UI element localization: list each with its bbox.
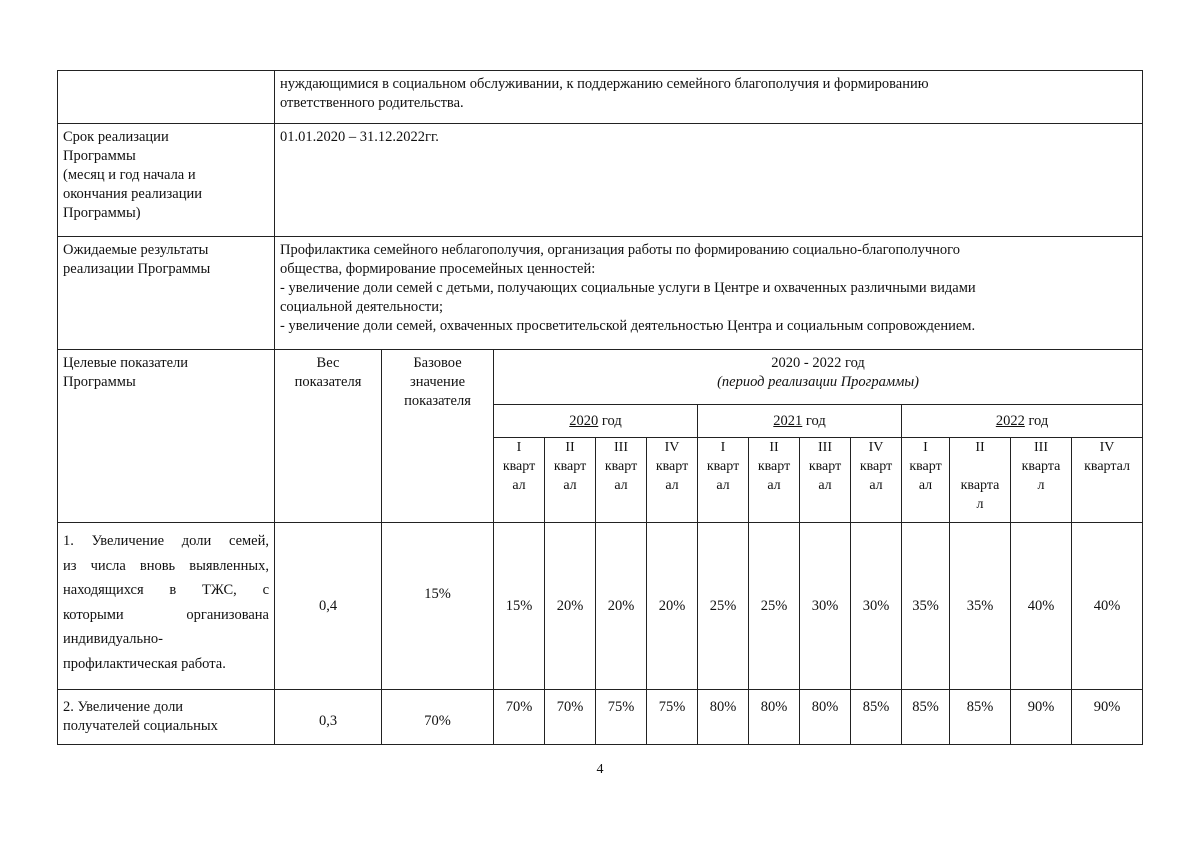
year-header-2021 xyxy=(698,405,902,438)
quarter-header xyxy=(749,438,800,523)
quarter-header xyxy=(545,438,596,523)
quarter-word: кварт xyxy=(553,459,587,474)
quarter-num: II xyxy=(565,440,575,455)
indicator-2-value: 85% xyxy=(950,690,1011,745)
period-title: 2020 - 2022 год xyxy=(771,355,865,371)
quarter-num: I xyxy=(720,440,726,455)
quarter-word: ал xyxy=(512,478,526,493)
period-header xyxy=(494,350,1143,405)
quarter-header xyxy=(950,438,1011,523)
indicator-2-value: 70% xyxy=(545,690,596,745)
quarter-word: л xyxy=(976,497,984,512)
text-line: ответственного родительства. xyxy=(280,95,464,111)
text-line: Профилактика семейного неблагополучия, организация работы по формированию социально-благополучного xyxy=(280,242,960,258)
row-results xyxy=(58,237,1143,350)
page-number: 4 xyxy=(596,762,604,777)
indicators-column-header xyxy=(58,350,275,523)
indicator-line: профилактическая работа. xyxy=(63,655,226,672)
indicator-2-value: 80% xyxy=(698,690,749,745)
quarter-word: кварт xyxy=(808,459,842,474)
year-number: 2021 xyxy=(773,412,803,429)
indicator-row-1 xyxy=(58,523,1143,690)
indicator-2-weight: 0,3 xyxy=(275,690,382,745)
indicator-1-value: 30% xyxy=(851,523,902,690)
period-value: 01.01.2020 – 31.12.2022гг. xyxy=(275,124,1143,237)
text-line: - увеличение доли семей с детьми, получающих социальные услуги в Центре и охваченных различными видами xyxy=(280,280,976,296)
text-line: нуждающимися в социальном обслуживании, к поддержанию семейного благополучия и формированию xyxy=(280,76,929,92)
quarter-word: кварт xyxy=(655,459,689,474)
quarter-word: ал xyxy=(918,478,933,493)
indicator-2-value: 90% xyxy=(1011,690,1072,745)
quarter-word: кварт xyxy=(604,459,638,474)
text-line: общества, формирование просемейных ценностей: xyxy=(280,261,596,277)
header-line: Вес xyxy=(316,355,340,371)
quarter-word: кварт xyxy=(859,459,893,474)
quarter-num: IV xyxy=(868,440,884,455)
label-line: Программы) xyxy=(63,205,141,221)
indicator-1-value: 15% xyxy=(494,523,545,690)
text-line: социальной деятельности; xyxy=(280,299,444,315)
indicator-2-base: 70% xyxy=(382,690,494,745)
quarter-num: IV xyxy=(664,440,680,455)
program-passport-table xyxy=(57,70,1143,745)
indicator-row-2 xyxy=(58,690,1143,745)
indicator-line: находящихся в ТЖС, с xyxy=(63,582,269,598)
quarter-word: ал xyxy=(563,478,577,493)
results-text xyxy=(275,237,1143,350)
indicator-line: которыми организована xyxy=(63,606,269,623)
header-line: показателя xyxy=(404,393,471,409)
row-period xyxy=(58,124,1143,237)
indicator-2-value: 85% xyxy=(851,690,902,745)
quarter-num: II xyxy=(975,440,985,455)
quarter-num: IV xyxy=(1099,440,1115,455)
label-line: окончания реализации xyxy=(63,186,202,202)
quarter-header xyxy=(698,438,749,523)
indicator-line: индивидуально- xyxy=(63,631,163,647)
period-subtitle: (период реализации Программы) xyxy=(717,374,919,390)
indicator-1-value: 20% xyxy=(647,523,698,690)
label-line: Программы xyxy=(63,148,136,164)
indicators-header-row xyxy=(58,350,1143,405)
header-line: Целевые показатели xyxy=(63,355,189,371)
text-line: - увеличение доли семей, охваченных просветительской деятельностью Центра и социальным сопровождением. xyxy=(280,318,976,334)
label-line: Срок реализации xyxy=(63,129,169,145)
quarter-header xyxy=(1011,438,1072,523)
indicator-1-value: 25% xyxy=(749,523,800,690)
indicator-2-description xyxy=(58,690,275,745)
quarter-header xyxy=(647,438,698,523)
indicator-line: 1. Увеличение доли семей, xyxy=(63,533,269,549)
weight-column-header xyxy=(275,350,382,523)
year-header-2020 xyxy=(494,405,698,438)
indicator-1-weight: 0,4 xyxy=(275,523,382,690)
indicator-line: 2. Увеличение доли xyxy=(63,699,184,715)
quarter-header xyxy=(596,438,647,523)
quarter-header xyxy=(800,438,851,523)
row-label xyxy=(58,237,275,350)
indicator-line: из числа вновь выявленных, xyxy=(63,557,269,574)
quarter-word: л xyxy=(1037,478,1045,493)
quarter-header xyxy=(902,438,950,523)
quarter-header xyxy=(1072,438,1143,523)
row-continuation xyxy=(58,71,1143,124)
indicator-1-value: 35% xyxy=(950,523,1011,690)
header-line: Базовое xyxy=(413,355,462,371)
header-line: Программы xyxy=(63,374,136,390)
base-column-header xyxy=(382,350,494,523)
quarter-word: ал xyxy=(869,478,883,493)
quarter-word: ал xyxy=(665,478,679,493)
quarter-word: квартал xyxy=(1084,459,1130,474)
quarter-num: II xyxy=(769,440,779,455)
indicator-1-description xyxy=(58,523,275,690)
quarter-num: I xyxy=(516,440,522,455)
year-suffix: год xyxy=(1024,412,1049,429)
quarter-word: кварта xyxy=(960,478,1000,493)
indicator-1-value: 20% xyxy=(545,523,596,690)
indicator-2-value: 80% xyxy=(800,690,851,745)
indicator-1-value: 20% xyxy=(596,523,647,690)
quarter-num: I xyxy=(923,440,928,455)
year-suffix: год xyxy=(802,412,826,429)
header-line: показателя xyxy=(294,374,362,390)
quarter-word: ал xyxy=(614,478,628,493)
indicator-2-value: 85% xyxy=(902,690,950,745)
year-number: 2020 xyxy=(569,412,599,429)
quarter-num: III xyxy=(818,440,832,455)
quarter-word: ал xyxy=(767,478,781,493)
quarter-header xyxy=(851,438,902,523)
quarter-num: III xyxy=(614,440,628,455)
quarter-word: кварта xyxy=(1021,459,1061,474)
indicator-2-value: 75% xyxy=(596,690,647,745)
quarter-header xyxy=(494,438,545,523)
label-line: (месяц и год начала и xyxy=(63,167,196,183)
indicator-2-value: 90% xyxy=(1072,690,1143,745)
label-line: Ожидаемые результаты xyxy=(63,242,209,258)
indicator-line: получателей социальных xyxy=(63,718,218,734)
row-text xyxy=(275,71,1143,124)
indicator-1-value: 40% xyxy=(1011,523,1072,690)
label-line: реализации Программы xyxy=(63,261,211,277)
indicator-1-value: 25% xyxy=(698,523,749,690)
indicator-2-value: 75% xyxy=(647,690,698,745)
row-label xyxy=(58,124,275,237)
quarter-word: кварт xyxy=(909,459,942,474)
row-label-empty xyxy=(58,71,275,124)
year-header-2022 xyxy=(902,405,1143,438)
indicator-1-base: 15% xyxy=(382,523,494,690)
indicator-2-value: 80% xyxy=(749,690,800,745)
quarter-word xyxy=(952,457,1008,476)
quarter-word: ал xyxy=(716,478,730,493)
indicator-2-value: 70% xyxy=(494,690,545,745)
indicator-1-value: 35% xyxy=(902,523,950,690)
indicator-1-value: 30% xyxy=(800,523,851,690)
quarter-word: кварт xyxy=(706,459,740,474)
quarter-word: кварт xyxy=(757,459,791,474)
quarter-num: III xyxy=(1034,440,1048,455)
header-line: значение xyxy=(409,374,466,390)
indicator-1-value: 40% xyxy=(1072,523,1143,690)
year-number: 2022 xyxy=(995,412,1025,429)
quarter-word: кварт xyxy=(502,459,536,474)
year-suffix: год xyxy=(598,412,622,429)
quarter-word: ал xyxy=(818,478,832,493)
